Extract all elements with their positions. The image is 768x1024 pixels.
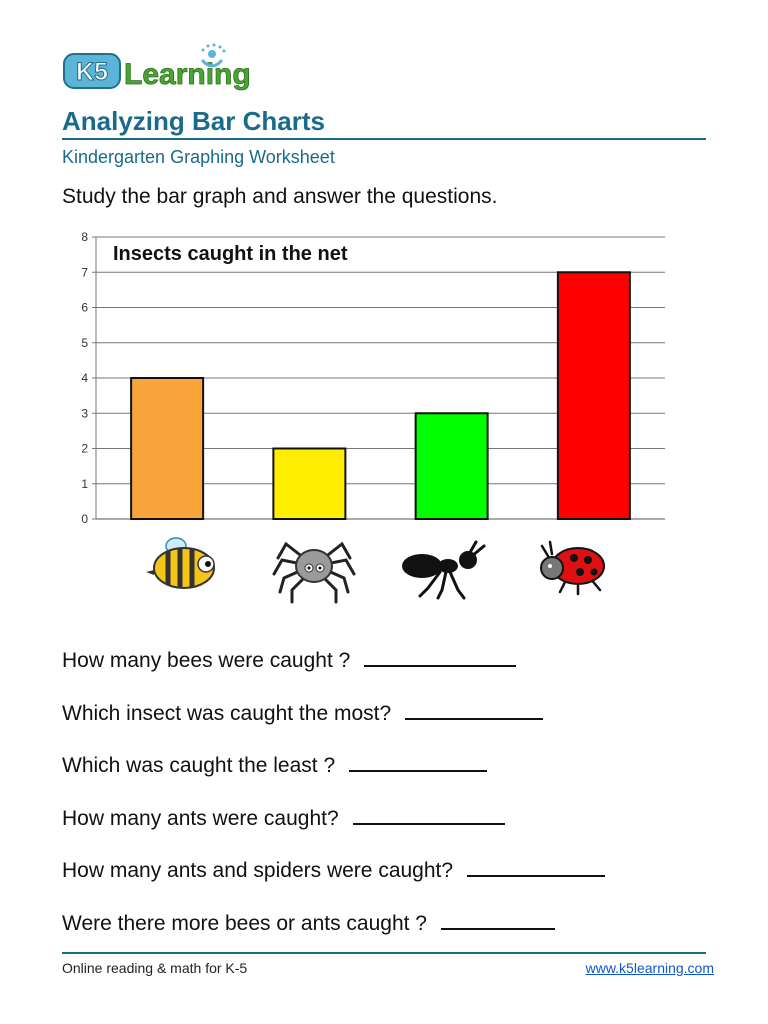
answer-blank[interactable] bbox=[364, 645, 516, 667]
title-divider bbox=[62, 138, 706, 140]
instruction-text: Study the bar graph and answer the questions. bbox=[62, 185, 498, 208]
y-tick-label: 8 bbox=[81, 230, 88, 244]
y-tick-label: 0 bbox=[81, 512, 88, 526]
chart-bars bbox=[131, 272, 630, 519]
question-text: Which insect was caught the most? bbox=[62, 701, 392, 725]
svg-text:Learning: Learning bbox=[124, 58, 251, 91]
ladybug-icon bbox=[541, 542, 604, 594]
y-tick-label: 5 bbox=[81, 335, 88, 350]
worksheet-title: Analyzing Bar Charts bbox=[62, 106, 325, 136]
insect-pictures bbox=[60, 530, 680, 610]
worksheet-subtitle: Kindergarten Graphing Worksheet bbox=[62, 147, 335, 167]
question-row bbox=[62, 855, 722, 908]
question-row bbox=[62, 750, 722, 803]
y-tick-label: 3 bbox=[81, 406, 88, 421]
footer-divider bbox=[62, 952, 706, 954]
footer-website-link[interactable]: www.k5learning.com bbox=[585, 960, 714, 976]
spider-icon bbox=[274, 544, 354, 602]
y-axis-ticks bbox=[81, 230, 96, 526]
y-tick-label: 6 bbox=[81, 300, 88, 315]
ant-icon bbox=[402, 542, 484, 598]
y-tick-label: 2 bbox=[81, 441, 88, 456]
bee-icon bbox=[146, 538, 214, 588]
bar-spider bbox=[273, 449, 345, 520]
question-text: How many ants were caught? bbox=[62, 806, 339, 830]
svg-text:K5: K5 bbox=[76, 58, 108, 86]
answer-blank[interactable] bbox=[441, 908, 555, 930]
y-tick-label: 4 bbox=[81, 371, 88, 385]
y-tick-label: 1 bbox=[81, 476, 88, 491]
question-text: How many bees were caught ? bbox=[62, 649, 351, 672]
chart-title: Insects caught in the net bbox=[113, 243, 348, 265]
answer-blank[interactable] bbox=[467, 855, 605, 877]
bar-chart bbox=[60, 222, 680, 532]
question-row bbox=[62, 698, 722, 751]
question-row bbox=[62, 803, 722, 856]
answer-blank[interactable] bbox=[353, 803, 505, 825]
bar-bee bbox=[131, 378, 203, 519]
footer-tagline: Online reading & math for K-5 bbox=[62, 960, 248, 976]
answer-blank[interactable] bbox=[349, 750, 487, 772]
question-text: How many ants and spiders were caught? bbox=[62, 859, 454, 882]
y-tick-label: 7 bbox=[81, 265, 88, 280]
bar-ladybug bbox=[558, 272, 630, 519]
k5-learning-logo[interactable] bbox=[62, 42, 262, 94]
question-row bbox=[62, 645, 722, 698]
question-list bbox=[62, 645, 722, 960]
answer-blank[interactable] bbox=[405, 698, 543, 720]
question-text: Were there more bees or ants caught ? bbox=[62, 911, 427, 935]
question-text: Which was caught the least ? bbox=[62, 754, 336, 777]
bar-ant bbox=[416, 413, 488, 519]
